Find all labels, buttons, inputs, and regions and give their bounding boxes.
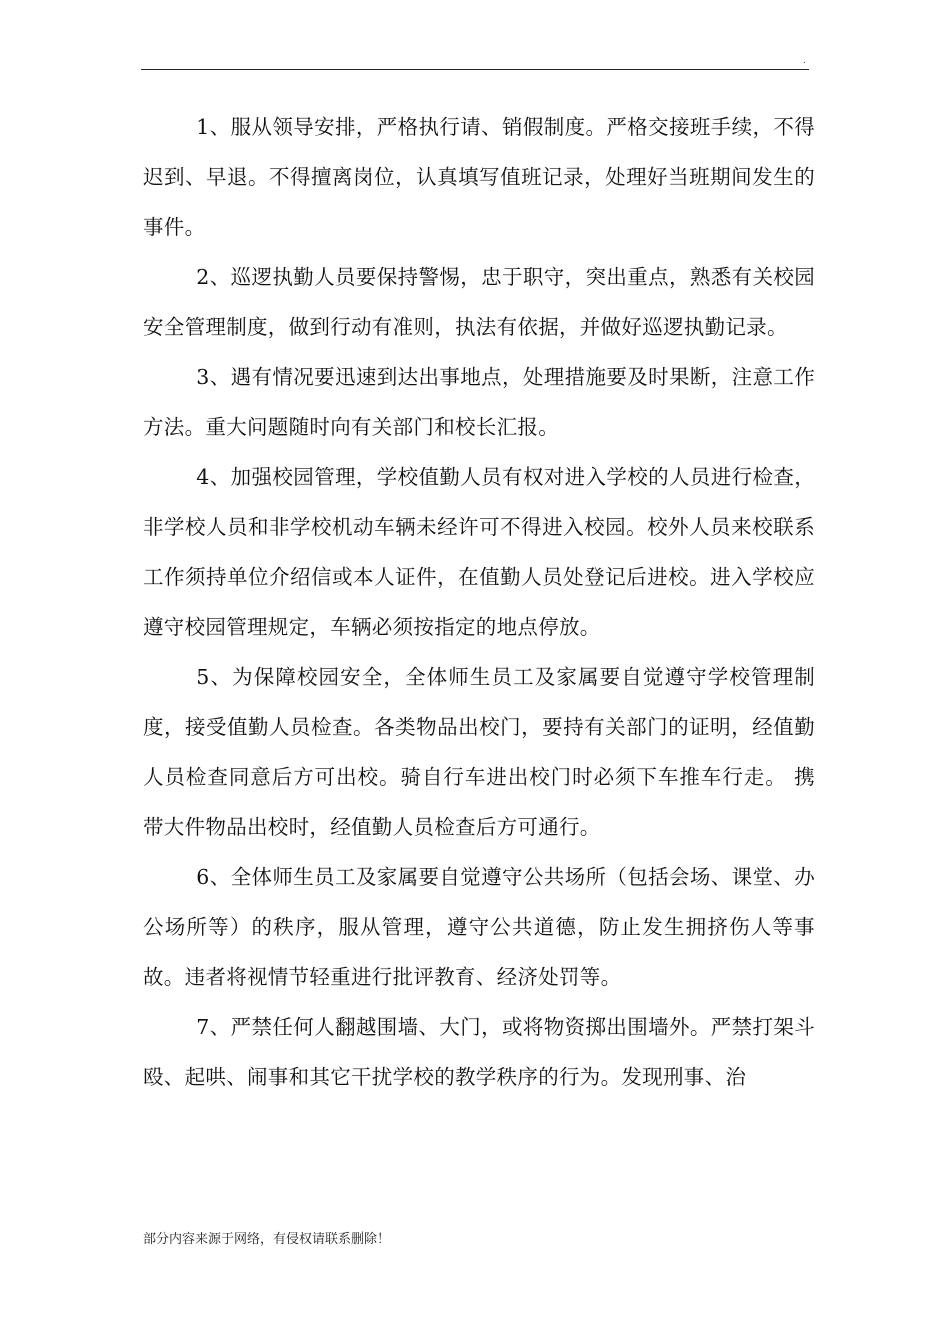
- rule-paragraph-1: 1、服从领导安排，严格执行请、销假制度。严格交接班手续，不得迟到、早退。不得擅离岗位，认真填写值班记录，处理好当班期间发生的事件。: [143, 115, 815, 239]
- rule-paragraph-5: 5、为保障校园安全，全体师生员工及家属要自觉遵守学校管理制度，接受值勤人员检查。各类物品出校门，要持有关部门的证明，经值勤人员检查同意后方可出校。骑自行车进出校门时必须下车推车行走。 携带大件物品出校时，经值勤人员检查后方可通行。: [143, 665, 815, 839]
- rule-paragraph-4: 4、加强校园管理，学校值勤人员有权对进入学校的人员进行检查，非学校人员和非学校机动车辆未经许可不得进入校园。校外人员来校联系工作须持单位介绍信或本人证件，在值勤人员处登记后进校。进入学校应遵守校园管理规定，车辆必须按指定的地点停放。: [143, 465, 815, 639]
- rule-paragraph-6: 6、全体师生员工及家属要自觉遵守公共场所（包括会场、课堂、办公场所等）的秩序，服从管理，遵守公共道德，防止发生拥挤伤人等事故。违者将视情节轻重进行批评教育、经济处罚等。: [143, 865, 815, 989]
- rule-paragraph-7: 7、严禁任何人翻越围墙、大门，或将物资掷出围墙外。严禁打架斗殴、起哄、闹事和其它干扰学校的教学秩序的行为。发现刑事、治: [143, 1015, 815, 1089]
- rule-paragraph-3: 3、遇有情况要迅速到达出事地点，处理措施要及时果断，注意工作方法。重大问题随时向有关部门和校长汇报。: [143, 365, 815, 439]
- header-corner-mark: .: [803, 56, 806, 66]
- document-body: [143, 102, 815, 1102]
- footer-disclaimer: 部分内容来源于网络，有侵权请联系删除！: [143, 1232, 391, 1247]
- header-divider: [141, 69, 809, 70]
- rule-paragraph-2: 2、巡逻执勤人员要保持警惕，忠于职守，突出重点，熟悉有关校园安全管理制度，做到行动有准则，执法有依据，并做好巡逻执勤记录。: [143, 265, 815, 339]
